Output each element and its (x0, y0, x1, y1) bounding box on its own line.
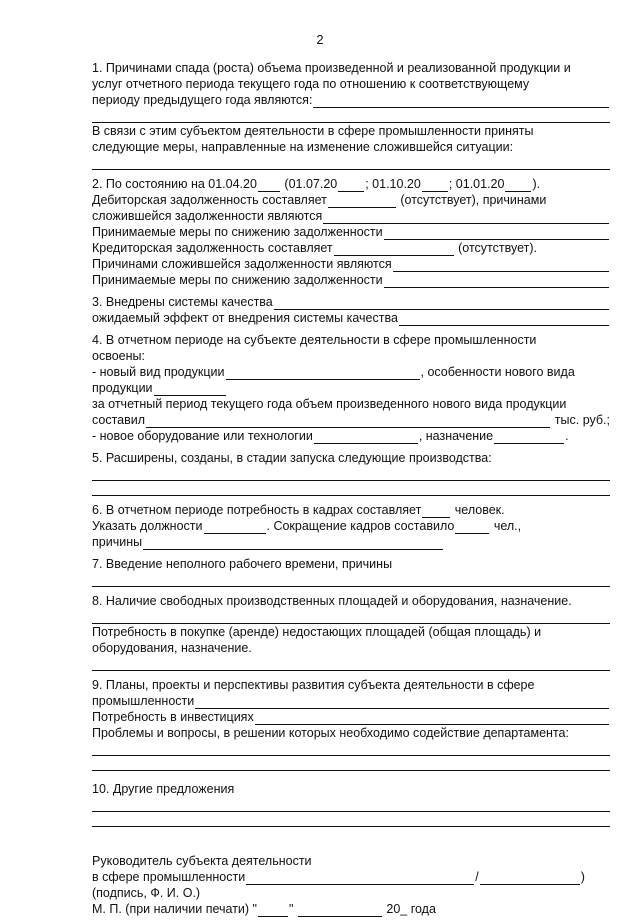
section-9 (92, 677, 610, 771)
day-field[interactable] (258, 904, 288, 917)
s9-problems-field-2[interactable] (92, 756, 610, 771)
s6-need-label: 6. В отчетном периоде потребность в кадрах составляет (92, 503, 422, 517)
s9-investment-label: Потребность в инвестициях (92, 710, 254, 724)
sign-line2: в сфере промышленности (92, 870, 246, 884)
s8-line2: Потребность в покупке (аренде) недостающих площадей (общая площадь) и (92, 625, 542, 639)
s2-credit-measures-label: Принимаемые меры по снижению задолженности (92, 273, 383, 287)
s5-line1: 5. Расширены, созданы, в стадии запуска следующие производства: (92, 451, 492, 465)
s2-debit-label: Дебиторская задолженность составляет (92, 193, 327, 207)
sign-close: ) (580, 870, 585, 884)
s4-equipment-field[interactable] (314, 431, 418, 444)
s2-credit-reasons-label: Причинами сложившейся задолженности являются (92, 257, 392, 271)
s6-reduction-field[interactable] (455, 521, 489, 534)
s1-line2: услуг отчетного периода текущего года по отношению к соответствующему (92, 77, 530, 91)
s2-debit-measures-field[interactable] (384, 227, 609, 240)
section-10 (92, 777, 610, 827)
s4-purpose-field[interactable] (494, 431, 564, 444)
s6-need-field[interactable] (422, 505, 450, 518)
s5-field-2[interactable] (92, 481, 610, 496)
stamp-label: М. П. (при наличии печати) " (92, 902, 257, 916)
s4-new-product-label: - новый вид продукции (92, 365, 225, 379)
s6-reasons-label: причины (92, 535, 143, 549)
s3-effect-label: ожидаемый эффект от внедрения системы качества (92, 311, 398, 325)
s4-line2: освоены: (92, 349, 145, 363)
s10-field-2[interactable] (92, 812, 610, 827)
s2-credit-tail: (отсутствует). (454, 241, 537, 255)
s4-product-label: продукции (92, 381, 153, 395)
s1-measures-field[interactable] (92, 155, 610, 170)
s4-features-field[interactable] (154, 383, 226, 396)
s9-investment-field[interactable] (255, 712, 609, 725)
s2-debit-measures-label: Принимаемые меры по снижению задолженности (92, 225, 383, 239)
sign-caption: (подпись, Ф. И. О.) (92, 886, 201, 900)
s1-line1: 1. Причинами спада (роста) объема произведенной и реализованной продукции и (92, 61, 571, 75)
s2-credit-reasons-field[interactable] (393, 259, 609, 272)
s2-date-close: ). (532, 177, 541, 191)
name-field[interactable] (480, 872, 580, 885)
s4-volume-line: за отчетный период текущего года объем произведенного нового вида продукции (92, 397, 567, 411)
s7-field[interactable] (92, 572, 610, 587)
s4-features-label: , особенности нового вида (420, 365, 575, 379)
s8-field-2[interactable] (92, 656, 610, 671)
s1-reasons-field[interactable] (313, 95, 609, 108)
s9-line1: 9. Планы, проекты и перспективы развития субъекта деятельности в сфере (92, 678, 535, 692)
s1-line6: следующие меры, направленные на изменение сложившейся ситуации: (92, 140, 514, 154)
s4-purpose-label: , назначение (418, 429, 494, 443)
sign-slash: / (475, 870, 479, 884)
s6-reduction-unit: чел., (490, 519, 522, 533)
section-8 (92, 593, 610, 671)
section-3 (92, 294, 610, 326)
s2-date1-field[interactable] (258, 179, 280, 192)
section-7 (92, 556, 610, 587)
s2-debit-reasons-label: сложившейся задолженности являются (92, 209, 323, 223)
s2-debit-field[interactable] (328, 195, 396, 208)
section-2 (92, 176, 610, 288)
s4-end-dot: . (565, 429, 569, 443)
s6-need-unit: человек. (451, 503, 505, 517)
s2-debit-reasons-field[interactable] (323, 211, 609, 224)
s4-equipment-label: - новое оборудование или технологии (92, 429, 313, 443)
s2-date4-label: ; 01.01.20 (448, 177, 505, 191)
s2-date4-field[interactable] (505, 179, 531, 192)
s2-date-label: 2. По состоянию на 01.04.20 (92, 177, 257, 191)
s6-positions-label: Указать должности (92, 519, 203, 533)
s6-reduction-label: . Сокращение кадров составило (266, 519, 455, 533)
s4-amount-field[interactable] (146, 415, 550, 428)
s10-field-1[interactable] (92, 797, 610, 812)
s4-line1: 4. В отчетном периоде на субъекте деятельности в сфере промышленности (92, 333, 537, 347)
form-document (92, 60, 610, 923)
s3-quality-label: 3. Внедрены системы качества (92, 295, 273, 309)
sign-line1: Руководитель субъекта деятельности (92, 854, 312, 868)
section-6 (92, 502, 610, 550)
s4-new-product-field[interactable] (226, 367, 420, 380)
stamp-quote: " (288, 902, 294, 916)
s1-line3: периоду предыдущего года являются: (92, 93, 313, 107)
s2-date2-field[interactable] (338, 179, 364, 192)
s2-date3-label: ; 01.10.20 (365, 177, 421, 191)
s5-field-1[interactable] (92, 466, 610, 481)
section-4 (92, 332, 610, 444)
s2-credit-measures-field[interactable] (384, 275, 609, 288)
signature-block (92, 853, 610, 917)
s8-line3: оборудования, назначение. (92, 641, 252, 655)
signature-field[interactable] (246, 872, 474, 885)
s8-line1: 8. Наличие свободных производственных площадей и оборудования, назначение. (92, 594, 572, 608)
s2-date2-label: (01.07.20 (280, 177, 338, 191)
s2-date3-field[interactable] (422, 179, 448, 192)
month-field[interactable] (298, 904, 382, 917)
s9-problems-label: Проблемы и вопросы, в решении которых необходимо содействие департамента: (92, 726, 569, 740)
s7-line1: 7. Введение неполного рабочего времени, причины (92, 557, 393, 571)
s4-amount-label: составил (92, 413, 146, 427)
s8-field-1[interactable] (92, 609, 610, 624)
page-number: 2 (316, 32, 324, 47)
s4-amount-unit: тыс. руб.; (551, 413, 610, 427)
s1-reasons-field-2[interactable] (92, 108, 610, 123)
s9-plans-field[interactable] (195, 696, 609, 709)
year-label: 20_ года (382, 902, 436, 916)
s2-credit-label: Кредиторская задолженность составляет (92, 241, 333, 255)
s6-reasons-field[interactable] (143, 537, 443, 550)
section-5 (92, 450, 610, 496)
s3-effect-field[interactable] (399, 313, 609, 326)
s1-line5: В связи с этим субъектом деятельности в сфере промышленности приняты (92, 124, 534, 138)
section-1 (92, 60, 610, 170)
s10-line1: 10. Другие предложения (92, 782, 235, 796)
s2-debit-tail: (отсутствует), причинами (396, 193, 547, 207)
s6-positions-field[interactable] (204, 521, 266, 534)
s3-quality-field[interactable] (274, 297, 609, 310)
s9-plans-label: промышленности (92, 694, 195, 708)
s2-credit-field[interactable] (334, 243, 454, 256)
s9-problems-field-1[interactable] (92, 741, 610, 756)
